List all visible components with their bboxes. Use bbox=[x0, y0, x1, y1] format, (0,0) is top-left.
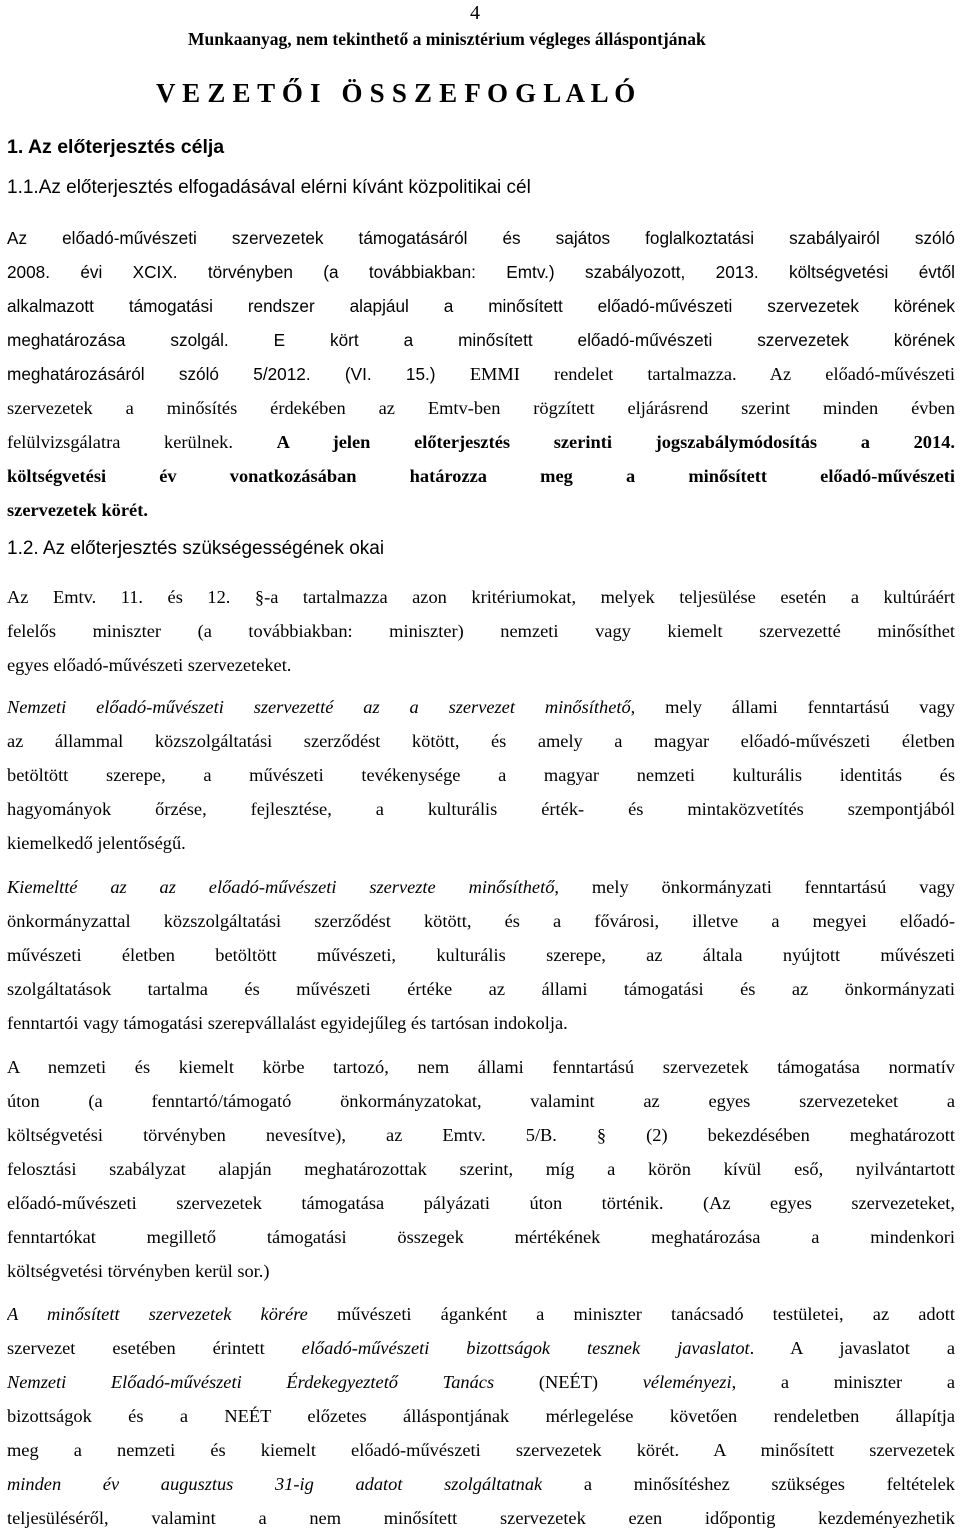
text-line: művészeti életben betöltött művészeti, kulturális szerepe, az általa nyújtott művészeti bbox=[7, 945, 955, 965]
text-run: . A javaslatot a bbox=[749, 1338, 955, 1358]
text-line: felelős miniszter (a továbbiakban: miniszter) nemzeti vagy kiemelt szervezetté minősíthet bbox=[7, 621, 955, 641]
text-line: meghatározása szolgál. E kört a minősített előadó-művészeti szervezetek körének bbox=[7, 330, 955, 350]
text-line bbox=[7, 459, 955, 493]
italic-run: minden év augusztus 31-ig adatot szolgáltatnak bbox=[7, 1474, 543, 1494]
bold-run: A jelen előterjesztés szerinti jogszabálymódosítás a 2014. bbox=[276, 432, 955, 452]
text-run: felülvizsgálatra kerülnek. bbox=[7, 432, 277, 452]
text-line: előadó-művészeti szervezetek támogatása pályázati úton történik. (Az egyes szervezeteket, bbox=[7, 1193, 955, 1213]
text-line bbox=[7, 255, 955, 289]
text-line bbox=[7, 1467, 955, 1501]
text-line: alkalmazott támogatási rendszer alapjául a minősített előadó-művészeti szervezetek körének bbox=[7, 296, 955, 316]
text-line: Az előadó-művészeti szervezetek támogatásáról és sajátos foglalkoztatási szabályairól szóló bbox=[7, 228, 955, 248]
text-line: bizottságok és a NEÉT előzetes álláspontjának mérlegelése követően rendeletben állapítja bbox=[7, 1406, 955, 1426]
text-line: betöltött szerepe, a művészeti tevékenysége a magyar nemzeti kulturális identitás és bbox=[7, 765, 955, 785]
text-run: törvényben (a továbbiakban: Emtv.) szabályozott, 2013. költségvetési évtől bbox=[207, 262, 955, 282]
text-line bbox=[7, 1365, 955, 1399]
italic-run: Nemzeti Előadó-művészeti Érdekegyeztető Tanács bbox=[7, 1372, 495, 1392]
italic-run: előadó-művészeti bizottságok tesznek javaslatot bbox=[301, 1338, 750, 1358]
text-line: felosztási szabályzat alapján meghatározottak szerint, míg a körön kívül eső, nyilvántartott bbox=[7, 1159, 955, 1179]
paragraph-featured-organization bbox=[7, 870, 955, 1040]
subsection-heading-1-2: 1.2. Az előterjesztés szükségességének okai bbox=[7, 538, 385, 559]
text-line bbox=[7, 425, 955, 459]
text-line: meg a nemzeti és kiemelt előadó-művészeti szervezetek körét. A minősített szervezetek bbox=[7, 1440, 955, 1460]
text-run: a minősítéshez szükséges feltételek bbox=[542, 1474, 955, 1494]
text-line bbox=[7, 1331, 955, 1365]
bold-run: szervezetek körét. bbox=[7, 500, 148, 520]
text-line: szolgáltatások tartalma és művészeti értéke az állami támogatási és az önkormányzati bbox=[7, 979, 955, 999]
bold-run: költségvetési év vonatkozásában határozza meg a minősített előadó-művészeti bbox=[7, 466, 955, 486]
draft-notice: Munkaanyag, nem tekinthető a minisztérium végleges álláspontjának bbox=[188, 29, 706, 49]
text-line: költségvetési törvényben kerül sor.) bbox=[7, 1261, 270, 1281]
text-run: EMMI rendelet tartalmazza. Az előadó-művészeti bbox=[469, 364, 955, 384]
paragraph-qualification-process bbox=[7, 1297, 955, 1535]
paragraph-criteria bbox=[7, 580, 955, 682]
text-line: fenntartói vagy támogatási szerepvállalást egyidejűleg és tartósan indokolja. bbox=[7, 1013, 568, 1033]
text-run: 2008. évi XCIX. bbox=[7, 262, 208, 282]
paragraph-funding bbox=[7, 1050, 955, 1288]
text-line: teljesüléséről, valamint a nem minősített szervezetek ezen időpontig kezdeményezhetik bbox=[7, 1508, 955, 1528]
text-line: költségvetési törvényben nevesítve), az Emtv. 5/B. § (2) bekezdésében meghatározott bbox=[7, 1125, 955, 1145]
text-line: önkormányzattal közszolgáltatási szerződést kötött, és a fővárosi, illetve a megyei előadó- bbox=[7, 911, 955, 931]
text-run: meghatározásáról szóló 5/2012. (VI. 15.) bbox=[7, 364, 470, 384]
text-run: , mely önkormányzati fenntartású vagy bbox=[554, 877, 955, 897]
text-line: szervezetek a minősítés érdekében az Emtv-ben rögzített eljárásrend szerint minden évben bbox=[7, 398, 955, 418]
text-line bbox=[7, 357, 955, 391]
text-run: (NEÉT) bbox=[494, 1372, 643, 1392]
page-number: 4 bbox=[470, 2, 480, 24]
italic-run: A minősített szervezetek körére bbox=[7, 1304, 308, 1324]
paragraph-national-organization bbox=[7, 690, 955, 860]
paragraph-policy-goal bbox=[7, 221, 955, 527]
text-run: szervezet esetében érintett bbox=[7, 1338, 302, 1358]
text-line: A nemzeti és kiemelt körbe tartozó, nem állami fenntartású szervezetek támogatása normatív bbox=[7, 1057, 955, 1077]
italic-run: Nemzeti előadó-művészeti szervezetté az a szervezet minősíthető bbox=[7, 697, 631, 717]
text-line bbox=[7, 493, 955, 527]
text-line: fenntartókat megillető támogatási összegek mértékének meghatározása a mindenkori bbox=[7, 1227, 955, 1247]
section-heading: 1. Az előterjesztés célja bbox=[7, 136, 225, 158]
text-line: az állammal közszolgáltatási szerződést kötött, és amely a magyar előadó-művészeti életben bbox=[7, 731, 955, 751]
text-line: hagyományok őrzése, fejlesztése, a kulturális érték- és mintaközvetítés szempontjából bbox=[7, 799, 955, 819]
text-line bbox=[7, 870, 955, 904]
text-line bbox=[7, 1297, 955, 1331]
text-line: Az Emtv. 11. és 12. §-a tartalmazza azon kritériumokat, melyek teljesülése esetén a kultúráért bbox=[7, 587, 955, 607]
subsection-heading-1-1: 1.1.Az előterjesztés elfogadásával elérni kívánt közpolitikai cél bbox=[7, 177, 531, 198]
document-title: V E Z E T Ő I Ö S S Z E F O G L A L Ó bbox=[156, 78, 636, 108]
text-run: művészeti áganként a miniszter tanácsadó testületei, az adott bbox=[307, 1304, 955, 1324]
text-run: , mely állami fenntartású vagy bbox=[630, 697, 955, 717]
text-line: úton (a fenntartó/támogató önkormányzatokat, valamint az egyes szervezeteket a bbox=[7, 1091, 955, 1111]
italic-run: véleményezi bbox=[642, 1372, 732, 1392]
text-line bbox=[7, 690, 955, 724]
text-line: egyes előadó-művészeti szervezeteket. bbox=[7, 655, 292, 675]
text-line: kiemelkedő jelentőségű. bbox=[7, 833, 186, 853]
text-run: , a miniszter a bbox=[731, 1372, 955, 1392]
italic-run: Kiemeltté az az előadó-művészeti szervezte minősíthető bbox=[7, 877, 555, 897]
